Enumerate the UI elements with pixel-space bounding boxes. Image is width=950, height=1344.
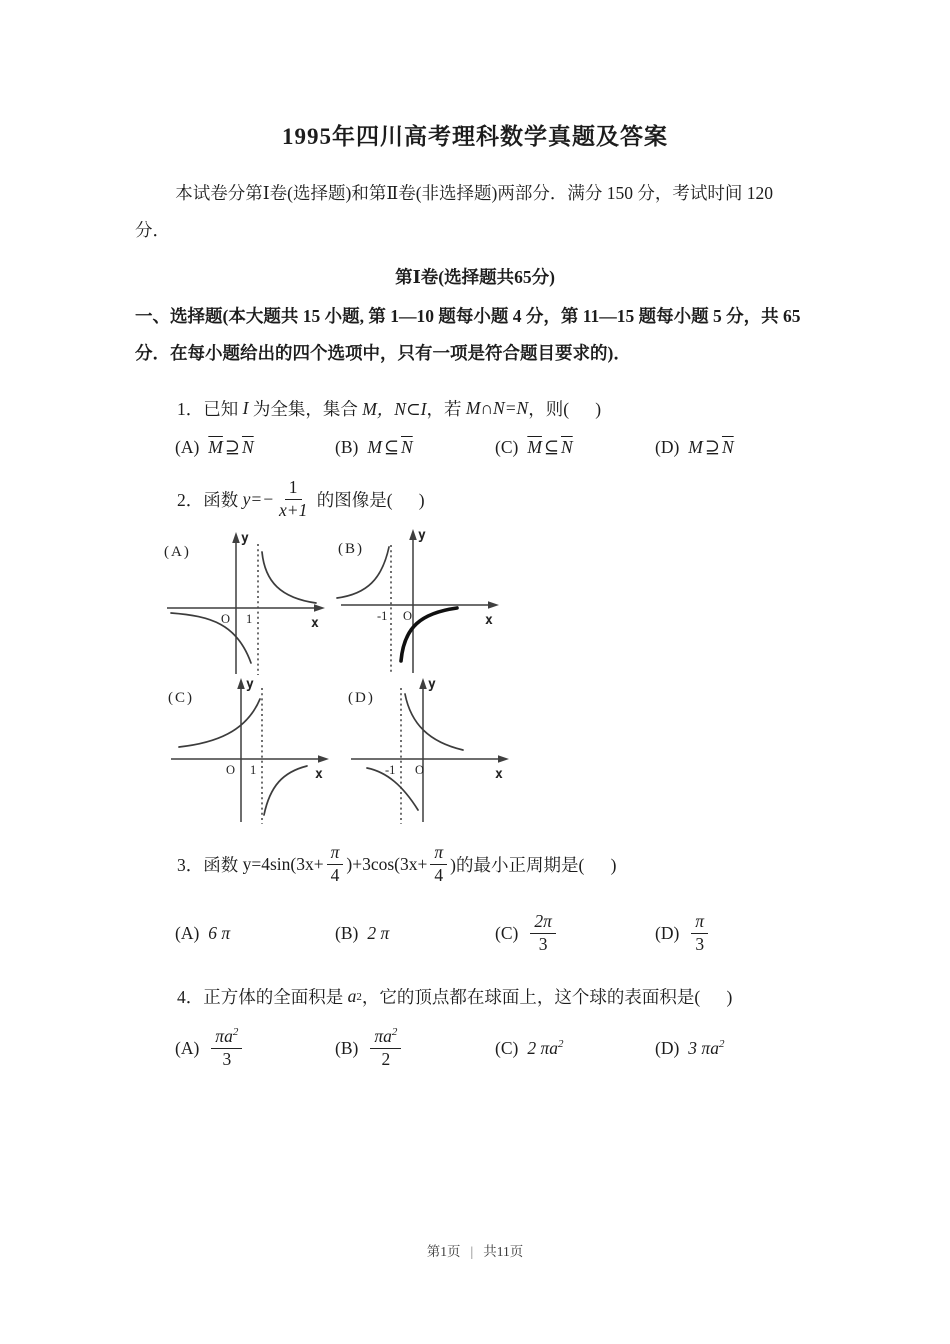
question-4-stem: 4．正方体的全面积是 a 2 ，它的顶点都在球面上，这个球的表面积是( ) — [177, 986, 733, 1007]
x-axis-label: x — [311, 616, 319, 631]
q2-lhs: y=− — [242, 488, 275, 509]
fraction-denominator: 4 — [434, 864, 444, 885]
question-2-stem — [135, 474, 815, 524]
q3-option-d — [655, 911, 815, 956]
fraction — [691, 911, 708, 956]
option-value: 6 π — [208, 922, 231, 943]
q1-text: ，若 — [426, 399, 466, 419]
q1-equation: M∩N=N — [465, 398, 529, 418]
numerator-base: πa — [215, 1025, 233, 1046]
fraction — [370, 1026, 401, 1071]
fraction — [211, 1026, 242, 1071]
x-axis-label: x — [495, 767, 503, 782]
option-label: (C) — [495, 1037, 519, 1058]
value-coefficient: 3 π — [688, 1037, 711, 1058]
value-exponent: 2 — [557, 1037, 564, 1050]
q1-option-d — [655, 437, 815, 458]
set-n-complement: $\overline{N}$ — [401, 437, 413, 457]
fraction — [530, 911, 556, 956]
function-plot-b — [333, 525, 508, 677]
question-3-stem — [135, 838, 815, 890]
x-axis-label: x — [315, 767, 323, 782]
option-label: (D) — [655, 1037, 680, 1058]
option-label: (B) — [335, 1037, 359, 1058]
q3-option-a — [175, 923, 335, 944]
fraction-numerator — [370, 1026, 401, 1049]
fraction-numerator: 1 — [285, 477, 302, 500]
numerator-base: πa — [374, 1025, 392, 1046]
q4-text: 4．正方体的全面积是 — [177, 987, 348, 1007]
page-footer — [0, 1240, 950, 1260]
function-plot-d — [343, 674, 518, 826]
set-n-complement: $\overline{N}$ — [241, 437, 254, 457]
q2-text: 的图像是( ) — [312, 489, 425, 510]
numerator-exponent: 2 — [391, 1025, 398, 1038]
value-exponent: 2 — [718, 1037, 725, 1050]
x-axis-label: x — [485, 613, 493, 628]
graph-option-a — [159, 528, 334, 683]
function-plot-c — [163, 674, 338, 826]
footer-total-pages: 共11页 — [483, 1244, 524, 1259]
fraction-denominator: 3 — [538, 933, 548, 954]
section-instructions — [135, 298, 815, 372]
fraction-numerator: π — [430, 842, 447, 865]
q3-text: )的最小正周期是( ) — [450, 854, 617, 875]
graph-option-b — [333, 525, 508, 682]
subset-symbol: ⊆ — [543, 437, 559, 457]
function-plot-a — [159, 528, 334, 678]
question-1-stem — [135, 396, 815, 421]
q1-option-a — [175, 437, 335, 458]
x-tick-label: -1 — [377, 609, 388, 623]
fraction-denominator: 3 — [222, 1048, 232, 1069]
option-label: (A) — [175, 437, 200, 457]
q1-text: 为全集，集合 — [248, 399, 363, 419]
section-header: 第Ⅰ卷(选择题共65分) — [395, 267, 555, 287]
graph-label: (D) — [348, 690, 375, 706]
graph-label: (B) — [338, 541, 364, 557]
set-m-complement: $\overline{M}$ — [208, 437, 223, 457]
fraction — [430, 842, 447, 887]
footer-page-number: 第1页 — [426, 1244, 461, 1259]
subset-symbol: ⊆ — [383, 437, 399, 457]
graph-option-c — [163, 674, 338, 831]
q1-option-c — [495, 437, 655, 458]
option-value — [527, 1038, 563, 1059]
option-value: 2 π — [367, 922, 390, 943]
hyperbola-branch — [264, 766, 307, 815]
x-tick-label: 1 — [246, 612, 253, 626]
hyperbola-branch — [405, 694, 463, 750]
q4-var-a: a — [347, 986, 357, 1006]
graph-option-d — [343, 674, 518, 831]
numerator-exponent: 2 — [232, 1025, 239, 1038]
q2-text: 2．函数 — [177, 489, 243, 510]
value-base: a — [710, 1037, 719, 1058]
set-m-complement: $\overline{M}$ — [527, 437, 542, 457]
q4-option-c — [495, 1038, 655, 1059]
intro-line-1: 本试卷分第Ⅰ卷(选择题)和第Ⅱ卷(非选择题)两部分．满分 150 分，考试时间 120 — [175, 183, 773, 203]
q3-option-b — [335, 923, 495, 944]
option-label: (A) — [175, 922, 200, 943]
q4-text: ，它的顶点都在球面上，这个球的表面积是( ) — [361, 987, 733, 1007]
q4-option-b — [335, 1026, 495, 1071]
fraction — [277, 477, 309, 522]
q1-text: ，则( ) — [528, 399, 602, 419]
q3-formula: y=4sin(3x+ — [242, 853, 324, 874]
option-label: (D) — [655, 437, 680, 457]
q1-var-mn: M，N⊂I — [362, 399, 427, 419]
hyperbola-branch — [179, 699, 260, 747]
instructions-line-2: 分．在每小题给出的四个选项中，只有一项是符合题目要求的)． — [135, 343, 631, 363]
question-1-options — [135, 437, 815, 458]
y-axis-label: y — [428, 677, 436, 692]
option-label: (C) — [495, 437, 519, 457]
q1-var-i: I — [242, 398, 249, 418]
fraction-numerator — [211, 1026, 242, 1049]
intro-paragraph — [135, 175, 815, 249]
y-axis-label: y — [241, 531, 249, 546]
superset-symbol: ⊇ — [704, 437, 720, 457]
fraction-denominator: 2 — [381, 1048, 391, 1069]
y-axis-label: y — [418, 528, 426, 543]
graph-label: (C) — [168, 690, 194, 706]
question-4-options — [135, 1019, 815, 1077]
question-3-options — [135, 906, 815, 960]
q1-option-b — [335, 437, 495, 458]
fraction-denominator: x+1 — [279, 499, 308, 520]
option-label: (A) — [175, 1037, 200, 1058]
q4-option-a — [175, 1026, 335, 1071]
fraction-denominator: 4 — [330, 864, 340, 885]
option-label: (B) — [335, 922, 359, 943]
q3-text: 3．函数 — [177, 854, 243, 875]
q1-text: 1．已知 — [177, 399, 243, 419]
origin-label: O — [403, 609, 413, 623]
set-n-complement: $\overline{N}$ — [561, 437, 573, 457]
fraction-numerator: π — [691, 911, 708, 934]
origin-label: O — [415, 763, 425, 777]
option-label: (D) — [655, 922, 680, 943]
fraction — [327, 842, 344, 887]
option-label: (B) — [335, 437, 359, 457]
y-axis-label: y — [246, 677, 254, 692]
fraction-denominator: 3 — [695, 933, 705, 954]
option-value — [688, 1038, 724, 1059]
origin-label: O — [221, 612, 231, 626]
x-tick-label: -1 — [385, 763, 396, 777]
set-m: M — [367, 437, 382, 457]
q3-option-c — [495, 911, 655, 956]
hyperbola-branch — [171, 613, 251, 663]
hyperbola-branch — [262, 552, 316, 603]
x-tick-label: 1 — [250, 763, 257, 777]
fraction-numerator: 2π — [530, 911, 556, 934]
instructions-line-1: 一、选择题(本大题共 15 小题, 第 1—10 题每小题 4 分，第 11—15 题每小题 5 分，共 65 — [135, 306, 801, 326]
q3-formula: )+3cos(3x+ — [346, 853, 428, 874]
question-2-graphs — [135, 528, 815, 828]
fraction-numerator: π — [327, 842, 344, 865]
set-n-complement: $\overline{N}$ — [721, 437, 734, 457]
graph-label: (A) — [164, 544, 191, 560]
footer-separator: | — [470, 1244, 474, 1259]
superset-symbol: ⊇ — [224, 437, 240, 457]
q4-option-d — [655, 1038, 815, 1059]
value-base: a — [549, 1037, 558, 1058]
set-m: M — [688, 437, 703, 457]
option-label: (C) — [495, 922, 519, 943]
intro-line-2: 分． — [135, 220, 170, 240]
origin-label: O — [226, 763, 236, 777]
page-title: 1995年四川高考理科数学真题及答案 — [282, 124, 668, 149]
value-coefficient: 2 π — [527, 1037, 550, 1058]
